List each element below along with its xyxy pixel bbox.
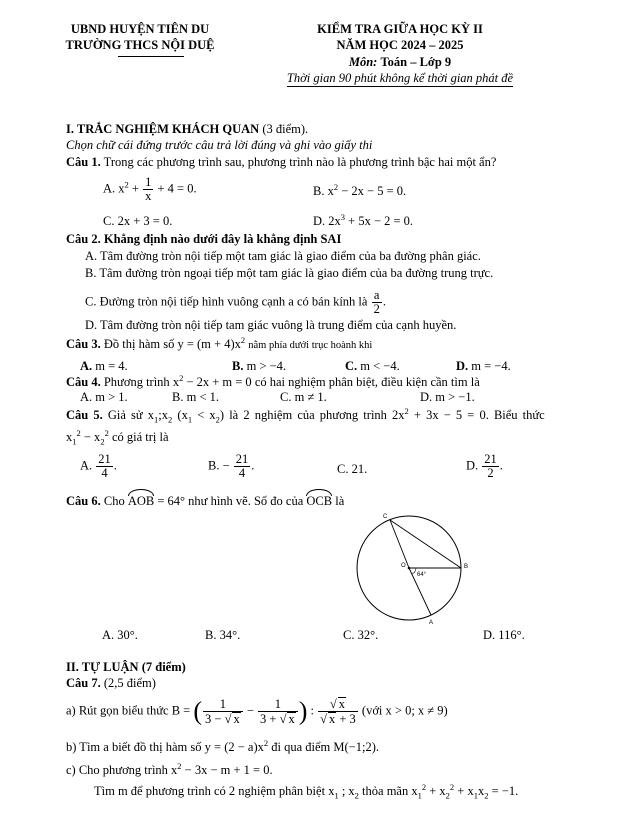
part2-title: II. TỰ LUẬN (7 điểm) <box>66 660 186 674</box>
q6-option-d: D. 116°. <box>483 628 525 642</box>
q7c: c) Cho phương trình $x^2 - 3x - m + 1 = 0$. <box>66 760 273 777</box>
time-note: Thời gian 90 phút không kể thời gian phát đề <box>286 71 514 85</box>
part1-title: I. TRẮC NGHIỆM KHÁCH QUAN (3 điểm). <box>66 122 309 136</box>
q1-option-d: D. $2x^3 + 5x - 2 = 0$. <box>313 211 414 228</box>
q3-option-d: D. m = −4. <box>456 359 511 373</box>
center-point <box>408 567 411 570</box>
label-angle: 64° <box>417 572 427 578</box>
q2-option-b: B. Tâm đường tròn ngoại tiếp một tam giác là giao điểm của ba đường trung trực. <box>85 266 494 280</box>
label-o: O <box>401 563 406 569</box>
q4-option-b: B. m < 1. <box>172 390 219 404</box>
q2-option-c: C. Đường tròn nội tiếp hình vuông cạnh a có bán kính là $\frac{a}{2}$ . <box>85 288 386 317</box>
q5-stem-line2: $x_1^2 - x_2^2$ có giá trị là <box>66 427 169 447</box>
q5-option-b: B. − $\frac{21}{4}$ . <box>208 452 255 481</box>
q6-circle-figure <box>350 508 480 628</box>
q2-option-a: A. Tâm đường tròn nội tiếp một tam giác là giao điểm của ba đường phân giác. <box>85 249 481 263</box>
q5-option-d: D. $\frac{21}{2}$ . <box>466 452 503 481</box>
q5-option-a: A. $\frac{21}{4}$ . <box>80 452 117 481</box>
q1-option-a: A. $x^2$ + $\frac{1}{x}$ + 4 = 0. <box>103 175 197 204</box>
q6-option-b: B. 34°. <box>205 628 241 642</box>
label-b: B <box>464 564 469 570</box>
q3-option-c: C. m < −4. <box>345 359 400 373</box>
segment-cb <box>390 520 461 568</box>
school-underline <box>118 56 184 57</box>
q6-option-a: A. 30°. <box>102 628 138 642</box>
q3-option-b: B. m > −4. <box>232 359 287 373</box>
subject-line: Môn: Toán – Lớp 9 <box>348 55 452 69</box>
q1-stem: Câu 1. Trong các phương trình sau, phương trình nào là phương trình bậc hai một ẩn? <box>66 155 497 169</box>
q3-option-a: A. m = 4. <box>80 359 128 373</box>
q4-stem: Câu 4. Phương trình $x^2 - 2x + m = 0$ có hai nghiệm phân biệt, điều kiện cần tìm là <box>66 372 480 389</box>
q4-option-d: D. m > −1. <box>420 390 475 404</box>
q6-option-c: C. 32°. <box>343 628 379 642</box>
q3-stem: Câu 3. Đồ thị hàm số $y = (m + 4)x^2$ nằm phía dưới trục hoành khi <box>66 334 373 351</box>
q7b: b) Tìm a biết đồ thị hàm số $y = (2 - a)x^2$ đi qua điểm M(−1;2). <box>66 737 379 754</box>
q4-option-a: A. m > 1. <box>80 390 128 404</box>
segment-co <box>390 520 409 568</box>
q7a: a) Rút gọn biểu thức B = ( $\frac{1}{3 - √ x}$ − $\frac{1}{3 + √ x}$ ) : $\frac{√ x}{√ x + 3}$ (với x > 0; x ≠ 9) <box>66 696 448 727</box>
school-name: TRƯỜNG THCS NỘI DUỆ <box>65 38 215 52</box>
q1-option-b: B. $x^2 - 2x - 5 = 0$. <box>313 181 407 198</box>
q2-stem: Câu 2. Khẳng định nào dưới đây là khẳng định SAI <box>66 232 342 246</box>
q2-option-d: D. Tâm đường tròn nội tiếp tam giác vuông là trung điểm của cạnh huyền. <box>85 318 457 332</box>
school-district: UBND HUYỆN TIÊN DU <box>70 22 210 36</box>
q4-option-c: C. m ≠ 1. <box>280 390 327 404</box>
label-a: A <box>429 620 434 626</box>
exam-title: KIỂM TRA GIỮA HỌC KỲ II <box>317 22 483 36</box>
q5-stem: Câu 5. Giả sử $x_1;x_2$ $(x_1 < x_2)$ là 2 nghiệm của phương trình $2x^2 + 3x - 5 = 0$. Biểu thức <box>66 405 545 425</box>
school-year: NĂM HỌC 2024 – 2025 <box>336 38 464 52</box>
part1-instruction: Chọn chữ cái đứng trước câu trả lời đúng và ghi vào giấy thi <box>66 138 373 152</box>
label-c: C <box>383 514 388 520</box>
q6-stem: Câu 6. Cho AOB = 64° như hình vẽ. Số đo của OCB là <box>66 491 344 509</box>
q5-option-c: C. 21. <box>337 462 368 476</box>
q1-option-c: C. 2x + 3 = 0. <box>103 214 173 228</box>
angle-mark <box>412 568 416 574</box>
q7-heading: Câu 7. (2,5 điểm) <box>66 676 156 690</box>
q7c-line2: Tìm m để phương trình có 2 nghiệm phân biệt $x_1$ ; $x_2$ thỏa mãn $x_1^2 + x_2^2 + x_1x_2 = -1$. <box>94 781 519 801</box>
